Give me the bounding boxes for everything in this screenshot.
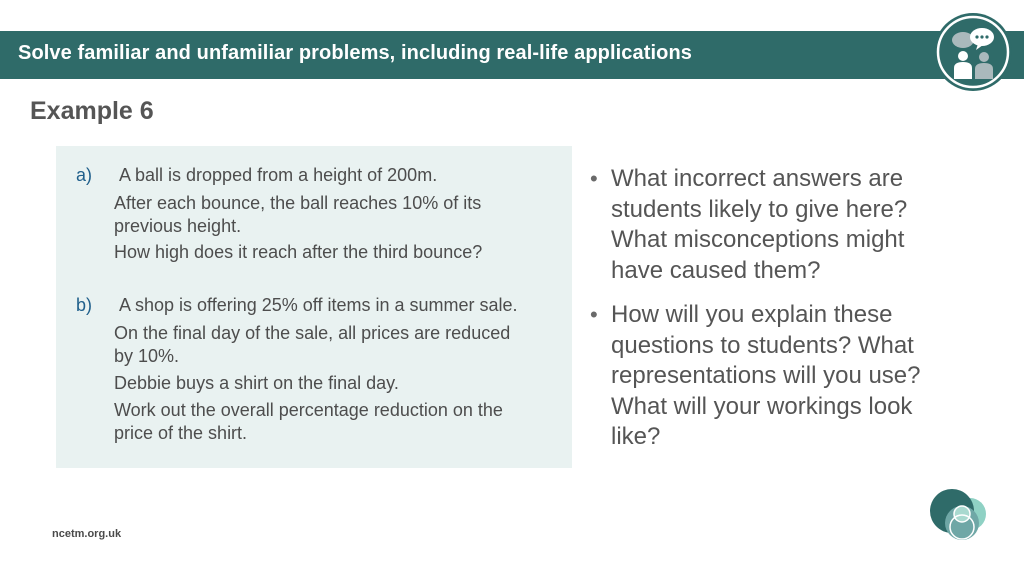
question-b-marker: b) bbox=[76, 295, 93, 315]
question-a-line: A ball is dropped from a height of 200m. bbox=[119, 165, 438, 185]
footer-url: ncetm.org.uk bbox=[52, 528, 122, 540]
question-a-line: After each bounce, the ball reaches 10% of its bbox=[114, 193, 482, 213]
prompt-line: questions to students? What bbox=[611, 331, 914, 359]
question-a-line: previous height. bbox=[114, 216, 242, 236]
prompt-line: What misconceptions might bbox=[611, 226, 905, 253]
prompt-line: What incorrect answers are bbox=[611, 165, 904, 192]
question-box bbox=[56, 146, 572, 468]
question-b-line: by 10%. bbox=[114, 346, 180, 366]
bullet-icon: • bbox=[590, 302, 598, 327]
discussion-people-icon bbox=[934, 13, 1012, 91]
prompt-item bbox=[590, 300, 1010, 453]
prompt-line: have caused them? bbox=[611, 256, 821, 284]
question-b-line: Debbie buys a shirt on the final day. bbox=[114, 373, 399, 393]
page-title: Solve familiar and unfamiliar problems, including real-life applications bbox=[18, 42, 693, 64]
prompt-line: How will you explain these bbox=[611, 301, 893, 328]
prompt-line: What will your workings look bbox=[611, 392, 913, 420]
prompt-item bbox=[590, 164, 1010, 286]
question-a-line: How high does it reach after the third bounce? bbox=[114, 242, 483, 262]
question-b-line: Work out the overall percentage reduction on the bbox=[114, 400, 503, 420]
header-banner bbox=[0, 31, 1024, 79]
example-title: Example 6 bbox=[30, 97, 154, 125]
discussion-prompts bbox=[590, 164, 1010, 467]
prompt-line: students likely to give here? bbox=[611, 195, 908, 223]
ncetm-logo-icon bbox=[926, 486, 992, 551]
question-a-marker: a) bbox=[76, 165, 93, 185]
prompt-line: representations will you use? bbox=[611, 362, 921, 389]
question-b-line: price of the shirt. bbox=[114, 423, 248, 443]
question-b-line: A shop is offering 25% off items in a summer sale. bbox=[119, 295, 518, 315]
prompt-line: like? bbox=[611, 423, 661, 450]
question-b-line: On the final day of the sale, all prices are reduced bbox=[114, 323, 511, 343]
bullet-icon: • bbox=[590, 166, 598, 191]
